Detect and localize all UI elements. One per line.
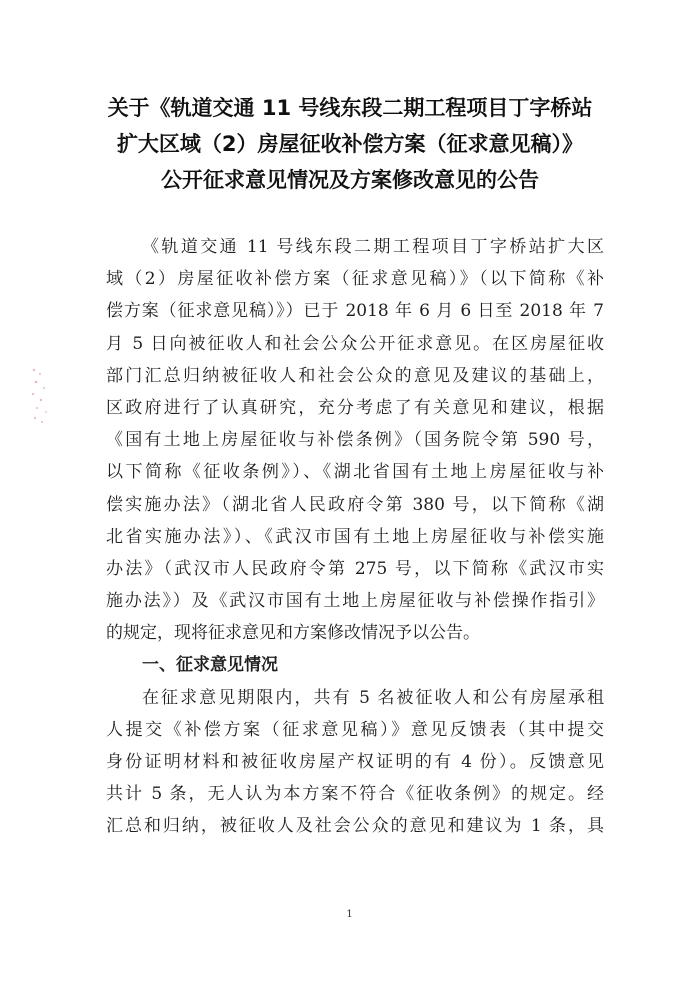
- paragraph-line: 《轨道交通 11 号线东段二期工程项目丁字桥站扩大区: [142, 237, 604, 257]
- paragraph-line: 偿方案（征求意见稿）》）已于 2018 年 6 月 6 日至 2018 年 7: [106, 301, 604, 322]
- title-line: 扩大区域（2）房屋征收补偿方案（征求意见稿）》: [116, 132, 584, 156]
- paragraph-line: 的规定，现将征求意见和方案修改情况予以公告。: [106, 623, 480, 644]
- page-number: 1: [346, 909, 353, 920]
- title-line: 关于《轨道交通 11 号线东段二期工程项目丁字桥站: [107, 96, 593, 120]
- paragraph-line: 北省实施办法》）、《武汉市国有土地上房屋征收与补偿实施: [106, 526, 604, 547]
- paragraph-line: 汇总和归纳，被征收人及社会公众的意见和建议为 1 条，具: [106, 816, 604, 837]
- paragraph-line: 部门汇总归纳被征收人和社会公众的意见及建议的基础上，: [106, 365, 604, 386]
- paragraph-line: 区政府进行了认真研究，充分考虑了有关意见和建议，根据: [106, 397, 604, 418]
- paragraph-line: 域（2）房屋征收补偿方案（征求意见稿）》（以下简称《补: [106, 269, 604, 290]
- paragraph-line: 以下简称《征收条例》）、《湖北省国有土地上房屋征收与补: [106, 462, 604, 483]
- paragraph-line: 共计 5 条，无人认为本方案不符合《征收条例》的规定。经: [106, 784, 604, 805]
- paragraph-line: 偿实施办法》（湖北省人民政府令第 380 号，以下简称《湖: [106, 494, 604, 515]
- title-line: 公开征求意见情况及方案修改意见的公告: [161, 168, 539, 192]
- paragraph-line: 办法》（武汉市人民政府令第 275 号，以下简称《武汉市实: [106, 558, 604, 579]
- paragraph-line: 在征求意见期限内，共有 5 名被征收人和公有房屋承租: [142, 687, 604, 708]
- paragraph-line: 施办法》）及《武汉市国有土地上房屋征收与补偿操作指引》: [106, 591, 604, 612]
- section-heading: 一、征求意见情况: [142, 655, 278, 676]
- document-title: [90, 90, 610, 198]
- paragraph-line: 月 5 日向被征收人和社会公众公开征求意见。在区房屋征收: [106, 333, 604, 354]
- paragraph-line: 《国有土地上房屋征收与补偿条例》（国务院令第 590 号，: [106, 430, 604, 451]
- stamp-mark: [26, 360, 66, 430]
- paragraph-line: 人提交《补偿方案（征求意见稿）》意见反馈表（其中提交: [106, 719, 604, 740]
- document-body: [106, 231, 604, 843]
- paragraph-line: 身份证明材料和被征收房屋产权证明的有 4 份）。反馈意见: [106, 752, 604, 772]
